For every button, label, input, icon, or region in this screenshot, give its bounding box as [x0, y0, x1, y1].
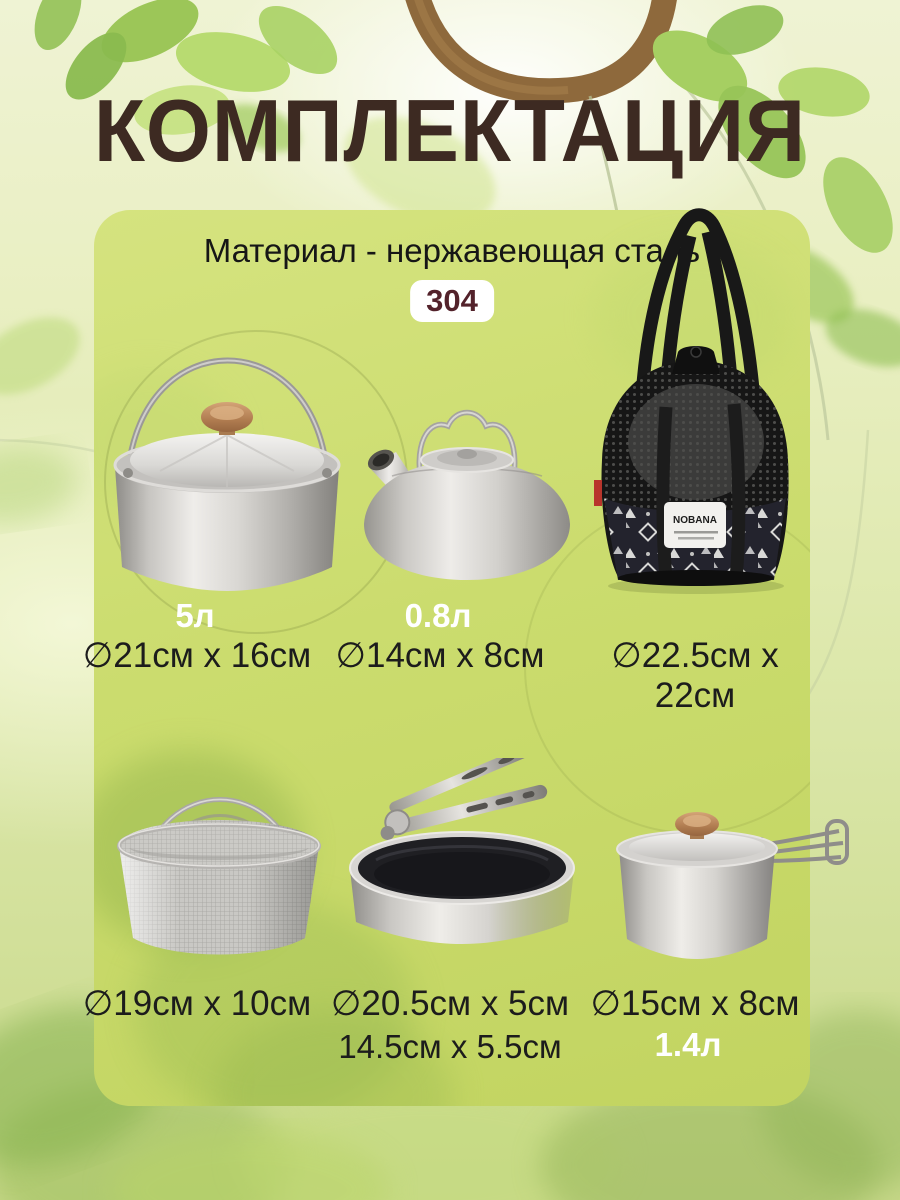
red-tag	[594, 480, 602, 506]
pan-dims-label: ∅20.5см x 5см	[330, 984, 570, 1023]
pot-5l-dims-label: ∅21см x 16см	[82, 636, 312, 675]
leaves-left-soft	[0, 301, 92, 532]
brand-label-text: NOBANA	[673, 515, 717, 526]
steel-grade-badge: 304	[410, 280, 494, 322]
branch	[415, 0, 666, 91]
pot-5l-image	[100, 305, 355, 600]
mesh-basket-image	[103, 758, 335, 966]
pan-dims2-label: 14.5см x 5.5см	[338, 1028, 562, 1065]
pot-5l-volume-label: 5л	[175, 597, 215, 634]
frying-pan-image	[336, 758, 588, 970]
kettle-volume-label: 0.8л	[404, 597, 472, 634]
page-title: КОМПЛЕКТАЦИЯ	[93, 81, 807, 180]
bag-dims-label: ∅22.5см x 22см	[611, 636, 779, 715]
kettle-image	[352, 396, 582, 596]
pan-gripper	[368, 758, 549, 841]
material-subtitle: Материал - нержавеющая сталь	[203, 232, 701, 269]
pot-1-4l-dims-label: ∅15см x 8см	[590, 984, 800, 1023]
kettle-dims-label: ∅14см x 8см	[335, 636, 545, 675]
storage-bag-image	[582, 202, 810, 600]
pot-1-4l-volume-label: 1.4л	[654, 1026, 722, 1063]
basket-dims-label: ∅19см x 10см	[82, 984, 312, 1023]
pot-1-4l-image	[593, 793, 851, 965]
mesh-texture	[596, 358, 796, 518]
